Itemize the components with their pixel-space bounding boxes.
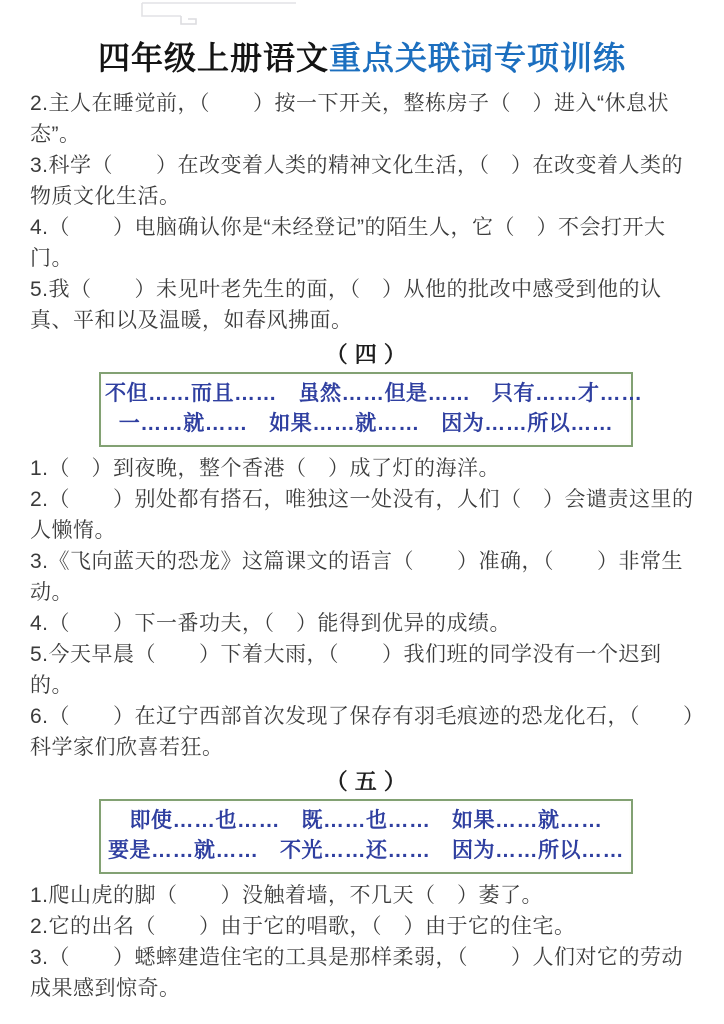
question-item: 6.（ ）在辽宁西部首次发现了保存有羽毛痕迹的恐龙化石，（ ）科学家们欣喜若狂。	[30, 705, 695, 759]
window-outline-artifact	[0, 0, 320, 34]
word-bank-line: 要是……就…… 不光……还…… 因为……所以……	[108, 839, 624, 862]
word-bank-line: 即使……也…… 既……也…… 如果……就……	[129, 809, 603, 832]
word-bank-box	[99, 799, 633, 874]
question-item: 3.科学（ ）在改变着人类的精神文化生活，（ ）在改变着人类的物质文化生活。	[30, 154, 684, 208]
title-segment-topic: 重点关联词专项训练	[329, 40, 627, 76]
question-item: 3.《飞向蓝天的恐龙》这篇课文的语言（ ）准确，（ ）非常生动。	[30, 550, 684, 604]
question-item: 4.（ ）电脑确认你是“未经登记”的陌生人，它（ ）不会打开大门。	[30, 216, 666, 270]
section-label: （ 五 ）	[325, 769, 407, 794]
page-title	[10, 33, 714, 79]
question-item: 3.（ ）蟋蟀建造住宅的工具是那样柔弱，（ ）人们对它的劳动成果感到惊奇。	[30, 946, 684, 1000]
question-item: 1.爬山虎的脚（ ）没触着墙，不几天（ ）萎了。	[30, 884, 544, 907]
section-label: （ 四 ）	[325, 342, 407, 367]
question-item: 5.今天早晨（ ）下着大雨，（ ）我们班的同学没有一个迟到的。	[30, 643, 662, 697]
word-bank-line: 一……就…… 如果……就…… 因为……所以……	[118, 412, 614, 435]
title-segment-grade: 四年级上册语文	[97, 40, 329, 76]
question-item: 5.我（ ）未见叶老先生的面，（ ）从他的批改中感受到他的认真、平和以及温暖，如春风拂面。	[30, 278, 662, 332]
question-item: 2.（ ）别处都有搭石，唯独这一处没有，人们（ ）会谴责这里的人懒惰。	[30, 488, 694, 542]
word-bank-line: 不但……而且…… 虽然……但是…… 只有……才……	[105, 382, 643, 405]
worksheet-body	[0, 88, 724, 1004]
word-bank-box	[99, 372, 643, 447]
question-item: 2.主人在睡觉前，（ ）按一下开关，整栋房子（ ）进入“休息状态”。	[30, 92, 670, 146]
question-item: 1.（ ）到夜晚，整个香港（ ）成了灯的海洋。	[30, 457, 501, 480]
question-item: 2.它的出名（ ）由于它的唱歌，（ ）由于它的住宅。	[30, 915, 576, 938]
question-item: 4.（ ）下一番功夫，（ ）能得到优异的成绩。	[30, 612, 512, 635]
